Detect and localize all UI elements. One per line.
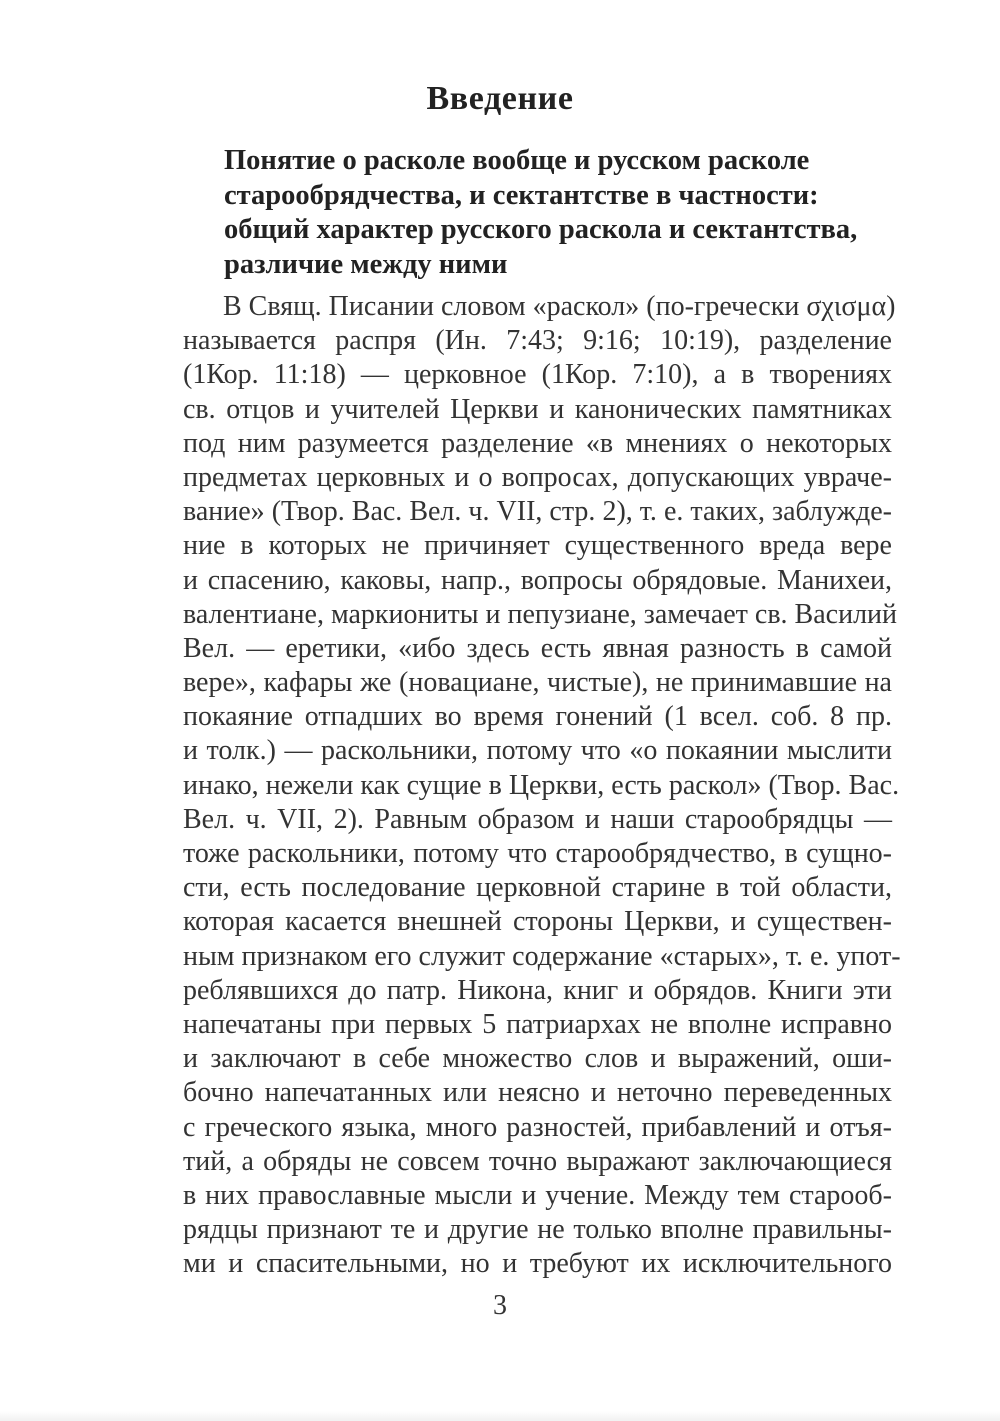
body-line: и заключают в себе множество слов и выражений, оши- (183, 1043, 892, 1075)
body-line: инако, нежели как сущие в Церкви, есть раскол» (Твор. Вас. (183, 769, 900, 801)
body-line: вание» (Твор. Вас. Вел. ч. VII, стр. 2), т. е. таких, заблужде- (183, 496, 892, 528)
body-line: бочно напечатанных или неясно и неточно переведенных (183, 1077, 892, 1109)
body-line: с греческого языка, много разностей, прибавлений и отъя- (183, 1111, 892, 1143)
body-line: реблявшихся до патр. Никона, книг и обрядов. Книги эти (183, 974, 892, 1006)
body-paragraph (183, 290, 901, 1281)
body-line: которая касается внешней стороны Церкви, и существен- (183, 906, 892, 938)
body-line: тий, а обряды не совсем точно выражают заключающиеся (183, 1145, 892, 1177)
page-bottom-edge (0, 1411, 1000, 1421)
body-line: ным признаком его служит содержание «старых», т. е. упот- (183, 940, 901, 972)
section-title-line: различие между ними (224, 248, 508, 280)
chapter-title: Введение (426, 80, 574, 117)
section-title-line: старообрядчества, и сектантстве в частности: (224, 179, 819, 211)
body-line: под ним разумеется разделение «в мнениях о некоторых (183, 427, 892, 459)
body-line: ние в которых не причиняет существенного вреда вере (183, 530, 892, 562)
body-line: называется распря (Ин. 7:43; 9:16; 10:19), разделение (183, 325, 892, 357)
body-line: вере», кафары же (новациане, чистые), не принимавшие на (183, 667, 892, 699)
page-number: 3 (493, 1290, 507, 1321)
body-line: тоже раскольники, потому что старообрядчество, в сущно- (183, 838, 892, 869)
body-line: (1Кор. 11:18) — церковное (1Кор. 7:10), а в творениях (183, 359, 892, 391)
body-line: св. отцов и учителей Церкви и канонических памятниках (183, 393, 892, 425)
body-line: предметах церковных и о вопросах, допускающих уврачe- (183, 461, 892, 493)
body-line: в них православные мысли и учение. Между тем старооб- (183, 1179, 892, 1211)
body-line: Вел. ч. VII, 2). Равным образом и наши старообрядцы — (183, 803, 892, 835)
section-title (224, 144, 904, 282)
body-line: Вел. — еретики, «ибо здесь есть явная разность в самой (183, 632, 892, 664)
body-line: напечатаны при первых 5 патриархах не вполне исправно (183, 1008, 892, 1040)
body-line: сти, есть последование церковной старине в той области, (183, 872, 892, 904)
body-line: валентиане, маркиониты и пепузиане, замечает св. Василий (183, 598, 898, 630)
body-line: ми и спасительными, но и требуют их исключительного (183, 1248, 892, 1280)
body-line: В Свящ. Писании словом «раскол» (по-гречески σχισμα) (223, 291, 896, 322)
body-line: и толк.) — раскольники, потому что «о покаянии мыслити (183, 735, 892, 767)
section-title-line: Понятие о расколе вообще и русском расколе (224, 145, 810, 176)
body-line: покаяние отпадших во время гонений (1 всел. соб. 8 пр. (183, 701, 892, 733)
body-line: рядцы признают те и другие не только вполне правильны- (183, 1214, 892, 1246)
body-line: и спасению, каковы, напр., вопросы обрядовые. Манихеи, (183, 564, 892, 596)
section-title-line: общий характер русского раскола и сектантства, (224, 214, 858, 245)
